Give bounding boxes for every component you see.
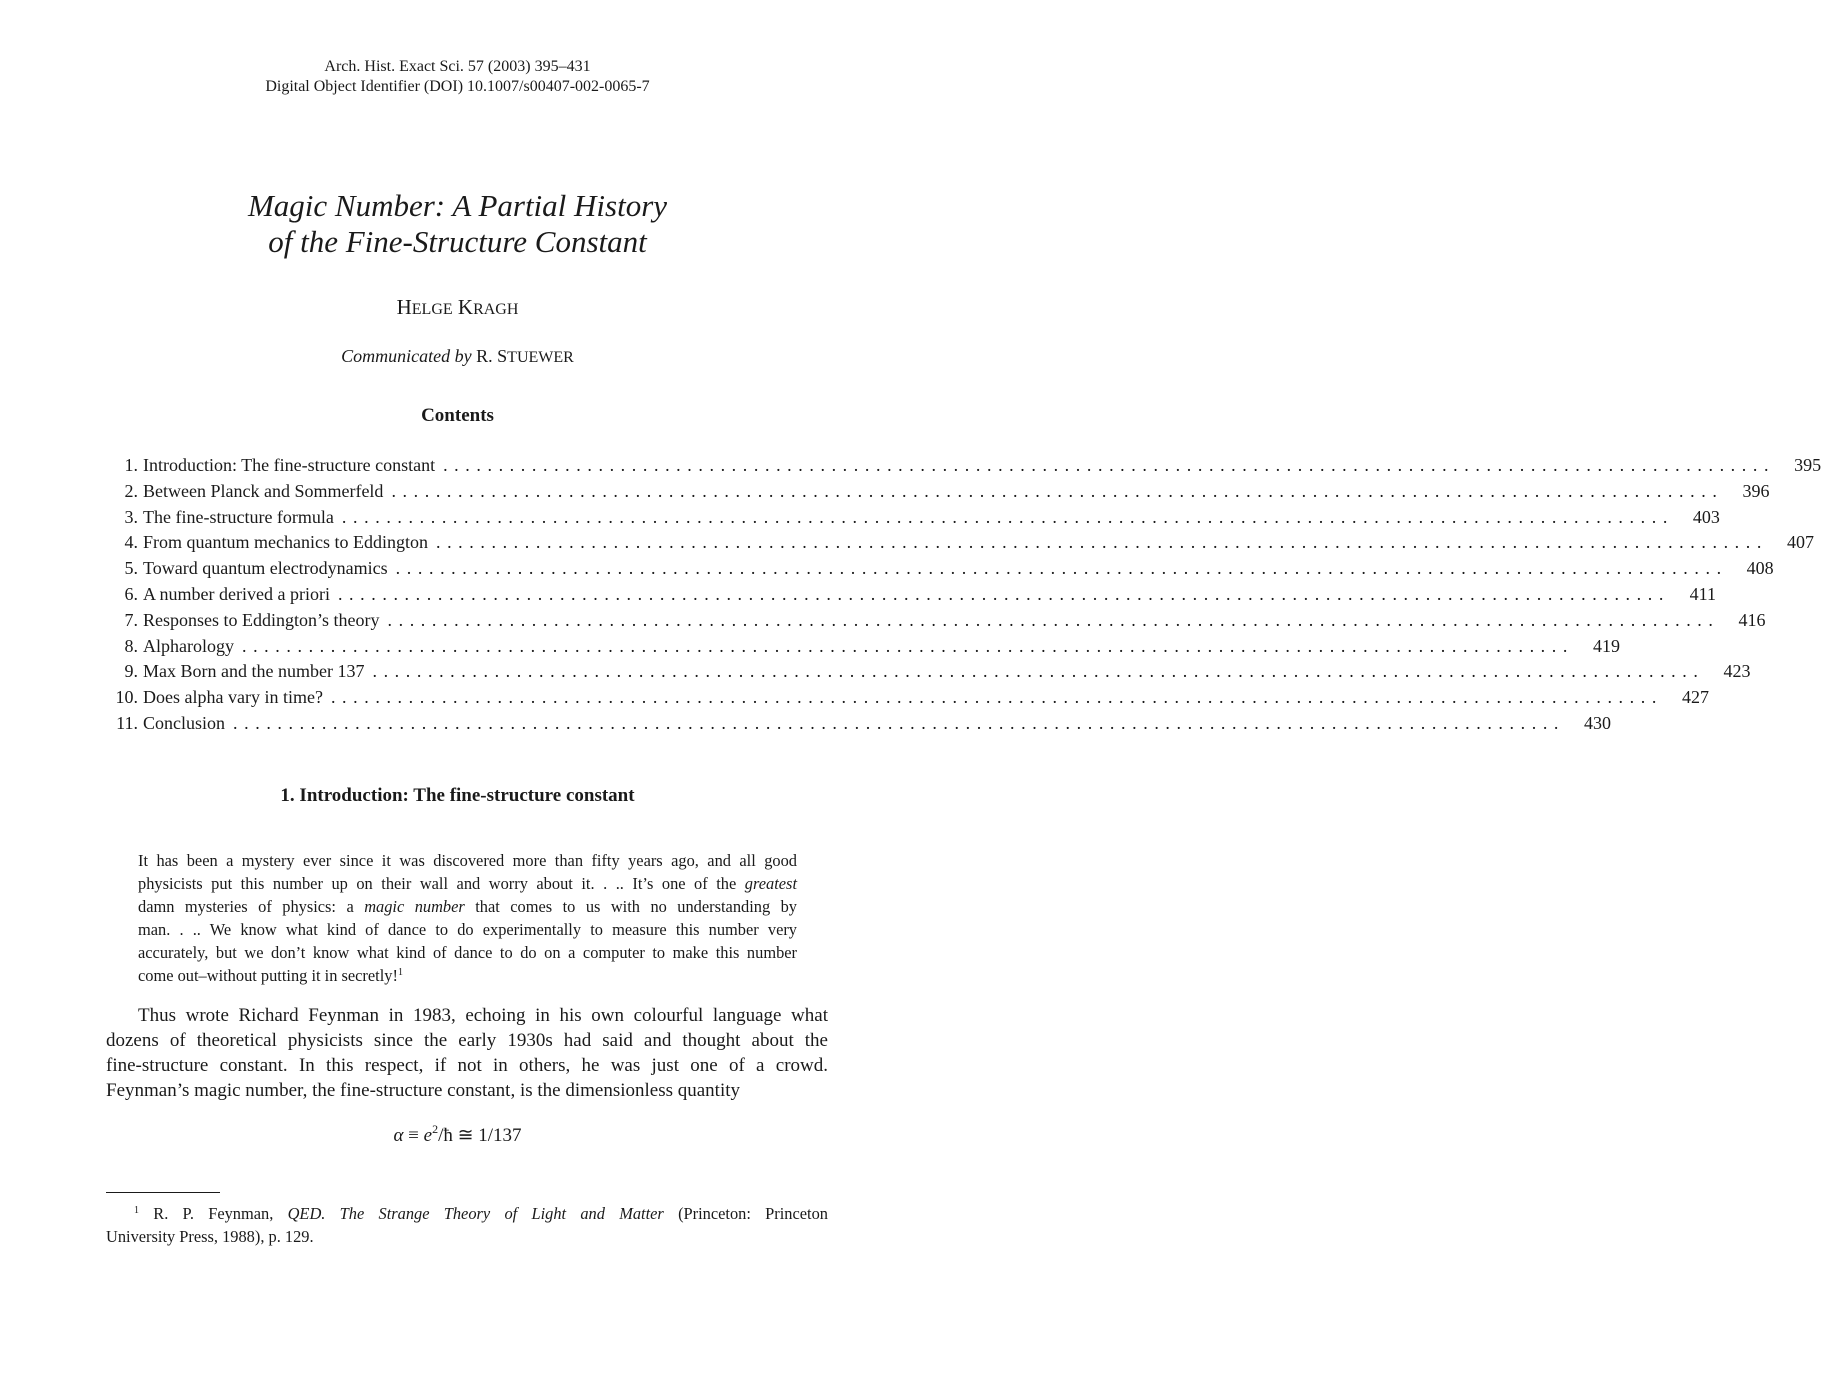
toc-entry-title: A number derived a priori — [143, 583, 330, 604]
footnote-number: 1 — [134, 1205, 139, 1216]
toc-entry-title: Introduction: The fine-structure constant — [143, 455, 436, 475]
toc-entry — [106, 505, 1720, 531]
toc-leader-dots: ........................................................................................................................ — [391, 480, 1724, 501]
toc-entry-page: 411 — [1689, 583, 1716, 604]
quote-line: man. . .. We know what kind of dance to do experimentally to measure this number very — [138, 920, 797, 939]
toc-entry — [106, 530, 1814, 556]
footnote-line: University Press, 1988), p. 129. — [106, 1227, 314, 1246]
toc-leader-dots: ........................................................................................................................ — [435, 532, 1768, 553]
section-heading: 1. Introduction: The fine-structure constant — [280, 785, 635, 806]
body-paragraph — [106, 1003, 828, 1103]
toc-entry — [106, 453, 1821, 479]
paragraph-line: fine-structure constant. In this respect, if not in others, he was just one of a crowd. — [106, 1055, 828, 1076]
toc-entry-page: 407 — [1786, 532, 1814, 553]
author-name: HELGE KRAGH — [396, 295, 519, 319]
journal-citation: Arch. Hist. Exact Sci. 57 (2003) 395–431 — [324, 58, 591, 75]
toc-leader-dots: ........................................................................................................................ — [233, 712, 1566, 733]
toc-entry-page: 416 — [1738, 609, 1766, 630]
toc-entry-title: Alpharology — [143, 635, 234, 656]
toc-entry — [106, 582, 1716, 608]
toc-entry — [106, 608, 1766, 634]
toc-entry-page: 395 — [1794, 455, 1821, 475]
paragraph-line: Thus wrote Richard Feynman in 1983, echoing in his own colourful language what — [138, 1005, 828, 1026]
communicated-by: Communicated by R. STUEWER — [341, 346, 574, 366]
toc-entry-number: 3. — [124, 506, 138, 527]
toc-entry-page: 403 — [1692, 506, 1720, 527]
toc-entry-number: 1. — [124, 455, 138, 475]
paper-title-line-1: Magic Number: A Partial History — [247, 188, 668, 223]
toc-entry-title: Conclusion — [143, 712, 226, 733]
toc-entry-page: 430 — [1584, 712, 1612, 733]
toc-entry-number: 5. — [124, 558, 138, 579]
epigraph-quote — [138, 849, 797, 987]
toc-entry-number: 2. — [124, 480, 138, 501]
toc-entry-title: The fine-structure formula — [143, 506, 334, 527]
equation: $\alpha \equiv e^2/ħ$ ≅ 1/137 — [393, 1122, 522, 1146]
toc-entry-page: 396 — [1742, 480, 1770, 501]
toc-entry — [106, 556, 1774, 582]
toc-leader-dots: ........................................................................................................................ — [241, 635, 1574, 656]
contents-heading: Contents — [421, 405, 494, 426]
toc-entry-number: 7. — [124, 609, 138, 630]
toc-entry-title: Between Planck and Sommerfeld — [143, 480, 384, 501]
paragraph-line: Feynman’s magic number, the fine-structure constant, is the dimensionless quantity — [106, 1080, 741, 1101]
toc-entry-number: 9. — [124, 661, 138, 682]
toc-entry-page: 427 — [1681, 687, 1709, 708]
toc-entry — [106, 479, 1770, 505]
toc-leader-dots: ........................................................................................................................ — [372, 661, 1705, 682]
toc-leader-dots: ........................................................................................................................ — [395, 558, 1728, 579]
table-of-contents — [106, 453, 1821, 737]
toc-entry-number: 4. — [124, 532, 138, 553]
toc-entry-number: 6. — [124, 583, 138, 604]
toc-entry-title: Responses to Eddington’s theory — [143, 609, 380, 630]
toc-leader-dots: ........................................................................................................................ — [341, 506, 1674, 527]
quote-line: come out–without putting it in secretly!$^1$ — [138, 966, 403, 985]
toc-entry-title: Toward quantum electrodynamics — [143, 558, 388, 579]
toc-entry-number: 11. — [116, 712, 138, 733]
paragraph-line: dozens of theoretical physicists since the early 1930s had said and thought about the — [106, 1030, 828, 1051]
toc-entry-page: 408 — [1746, 558, 1774, 579]
toc-entry-page: 419 — [1592, 635, 1620, 656]
toc-entry-number: 10. — [115, 687, 138, 708]
toc-entry-title: Does alpha vary in time? — [143, 687, 323, 708]
toc-leader-dots: ........................................................................................................................ — [443, 455, 1776, 475]
toc-entry-page: 423 — [1723, 661, 1751, 682]
quote-line: It has been a mystery ever since it was discovered more than fifty years ago, and all good — [138, 851, 797, 870]
footnote-marker: 1 — [397, 967, 403, 978]
quote-line: physicists put this number up on their wall and worry about it. . .. It’s one of the greatest — [138, 874, 797, 893]
toc-entry — [106, 685, 1709, 711]
quote-line: damn mysteries of physics: a magic number that comes to us with no understanding by — [138, 897, 798, 916]
toc-entry — [106, 711, 1612, 737]
footnote-line: $^1$ R. P. Feynman, QED. The Strange Theory of Light and Matter (Princeton: Princeton — [134, 1204, 828, 1223]
quote-line: accurately, but we don’t know what kind of dance to do on a computer to make this number — [138, 943, 797, 962]
toc-entry — [106, 634, 1620, 660]
toc-leader-dots: ........................................................................................................................ — [337, 583, 1670, 604]
doi-line: Digital Object Identifier (DOI) 10.1007/s00407-002-0065-7 — [265, 78, 650, 95]
footnote-rule — [106, 1192, 220, 1193]
toc-entry-title: Max Born and the number 137 — [143, 661, 365, 682]
paper-title-line-2: of the Fine-Structure Constant — [268, 224, 647, 259]
toc-leader-dots: ........................................................................................................................ — [330, 687, 1663, 708]
toc-entry-title: From quantum mechanics to Eddington — [143, 532, 428, 553]
toc-entry — [106, 659, 1751, 685]
toc-leader-dots: ........................................................................................................................ — [387, 609, 1720, 630]
footnote — [106, 1202, 828, 1248]
toc-entry-number: 8. — [124, 635, 138, 656]
